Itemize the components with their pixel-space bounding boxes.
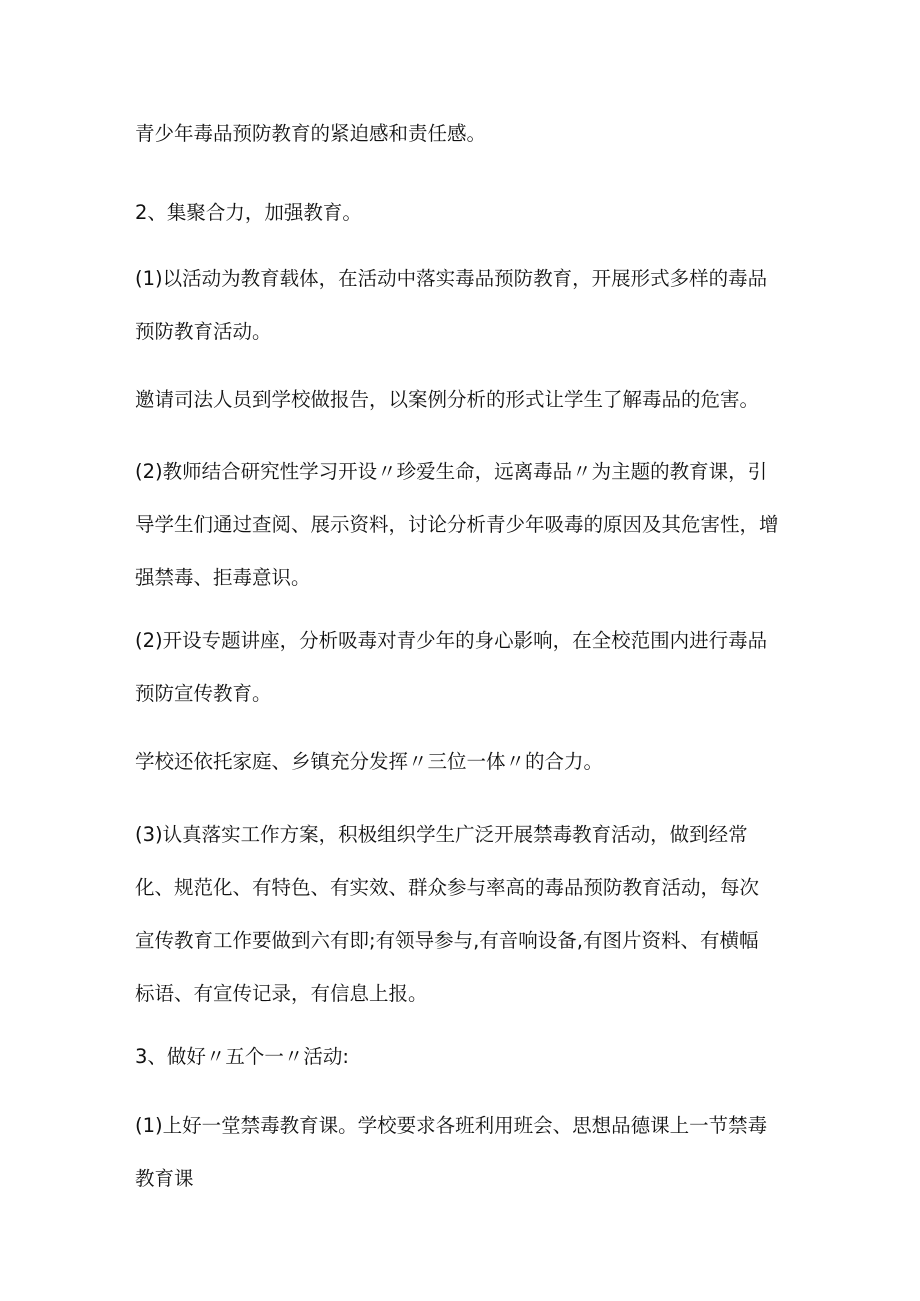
text-line: 导学生们通过查阅、展示资料，讨论分析青少年吸毒的原因及其危害性，增 [135,513,779,536]
heading-section-2 [135,186,795,239]
text-line: 邀请司法人员到学校做报告，以案例分析的形式让学生了解毒品的危害。 [135,388,760,411]
text-line: 教育课 [135,1167,194,1190]
text-line: (2)开设专题讲座，分析吸毒对青少年的身心影响，在全校范围内进行毒品 [135,629,768,652]
text-line: 宣传教育工作要做到六有即;有领导参与,有音响设备,有图片资料、有横幅 [135,929,759,952]
paragraph-item-2b [135,614,795,720]
paragraph-item-3 [135,808,795,1020]
paragraph-three-in-one [135,735,795,788]
text-line: (1)以活动为教育载体，在活动中落实毒品预防教育，开展形式多样的毒品 [135,267,768,290]
heading-section-3 [135,1030,795,1083]
text-line: 3、做好〃五个一〃活动: [135,1045,349,1068]
text-line: 青少年毒品预防教育的紧迫感和责任感。 [135,122,487,145]
text-line: 学校还依托家庭、乡镇充分发挥〃三位一体〃的合力。 [135,750,604,773]
text-line: 化、规范化、有特色、有实效、群众参与率高的毒品预防教育活动，每次 [135,876,760,899]
text-line: 标语、有宣传记录，有信息上报。 [135,982,428,1005]
paragraph-item-1 [135,252,795,358]
paragraph-item-2a [135,445,795,604]
paragraph-five-ones-item-1 [135,1099,795,1205]
text-line: 预防教育活动。 [135,320,272,343]
paragraph-invite-judicial [135,373,795,426]
paragraph-intro [135,107,795,160]
text-line: (3)认真落实工作方案，积极组织学生广泛开展禁毒教育活动，做到经常 [135,823,748,846]
text-line: 预防宣传教育。 [135,682,272,705]
text-line: 强禁毒、拒毒意识。 [135,566,311,589]
text-line: (1)上好一堂禁毒教育课。学校要求各班利用班会、思想品德课上一节禁毒 [135,1114,768,1137]
text-line: 2、集聚合力，加强教育。 [135,201,362,224]
text-line: (2)教师结合研究性学习开设〃珍爱生命，远离毒品〃为主题的教育课，引 [135,460,768,483]
